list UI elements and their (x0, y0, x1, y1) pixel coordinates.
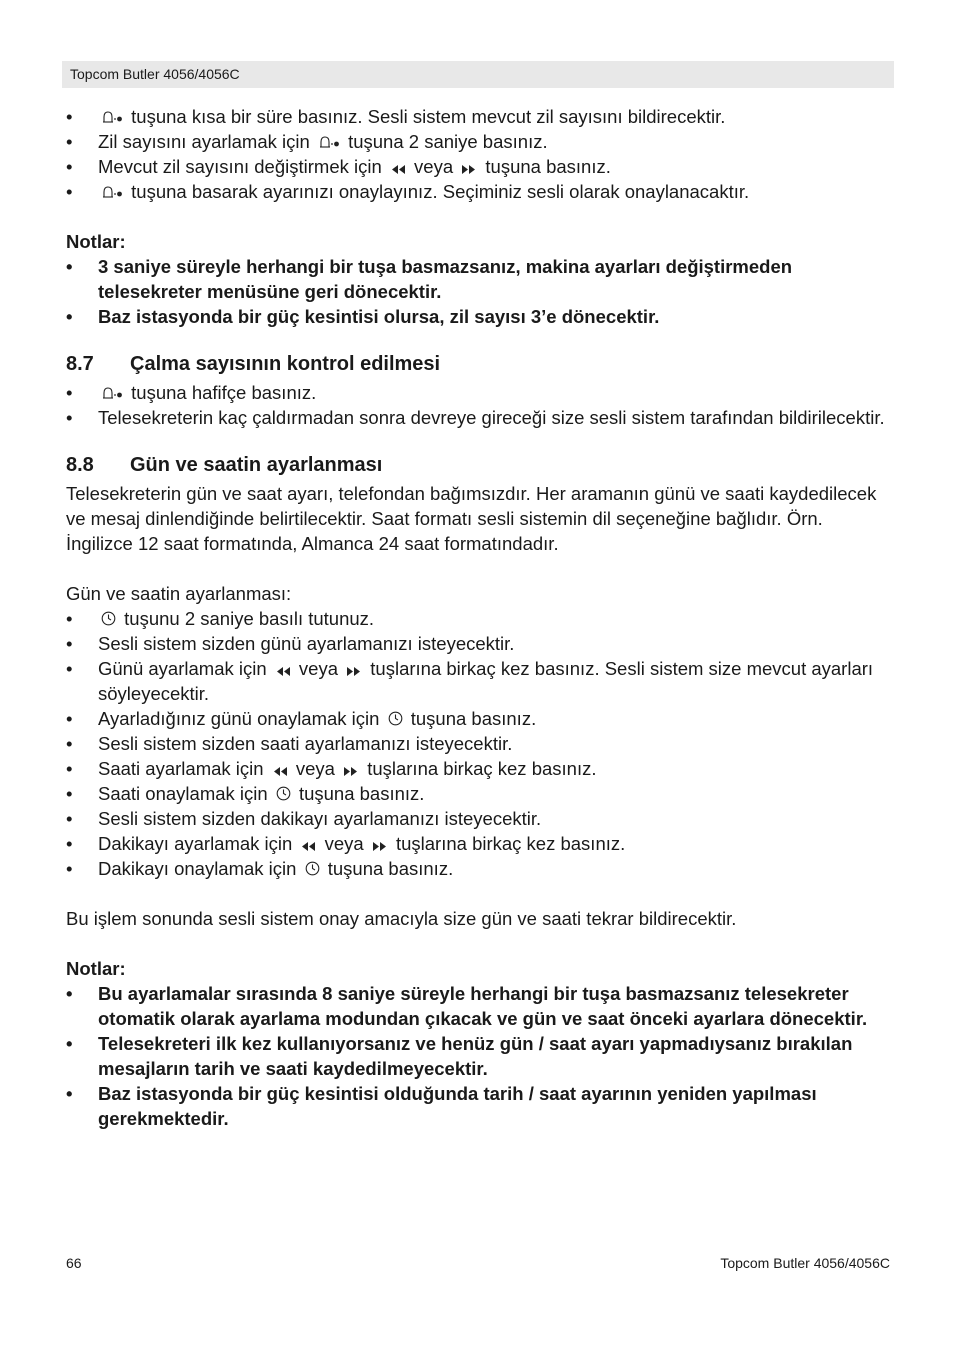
clock-icon (305, 861, 320, 876)
rewind-icon (300, 839, 316, 851)
ring-setting-list (66, 104, 894, 204)
section-number: 8.8 (66, 454, 94, 476)
list-item: • Dakikayı onaylamak için tuşuna basınız. (66, 856, 894, 881)
list-item: • Sesli sistem sizden günü ayarlamanızı isteyecektir. (66, 631, 894, 656)
section-title: Gün ve saatin ayarlanması (130, 454, 383, 476)
list-item: • Zil sayısını ayarlamak için tuşuna 2 saniye basınız. (66, 129, 894, 154)
date-time-steps-list (66, 606, 894, 881)
page-header (62, 61, 894, 88)
notes-title: Notlar: (66, 958, 126, 979)
forward-icon (372, 839, 388, 851)
list-item: • Sesli sistem sizden saati ayarlamanızı isteyecektir. (66, 731, 894, 756)
section-heading-8-8 (66, 453, 894, 478)
section-outro: Bu işlem sonunda sesli sistem onay amacıyla size gün ve saati tekrar bildirecektir. (66, 908, 737, 929)
list-item: • Telesekreterin kaç çaldırmadan sonra devreye gireceği size sesli sistem tarafından bildirilecektir. (66, 405, 894, 430)
note-item: • Bu ayarlamalar sırasında 8 saniye süreyle herhangi bir tuşa basmazsanız telesekreter otomatik olarak ayarlama modundan çıkacak ve gün ve saat önceki ayarlara dönecektir. (66, 981, 894, 1031)
rewind-icon (390, 162, 406, 174)
rewind-icon (275, 664, 291, 676)
note-item: • Baz istasyonda bir güç kesintisi olduğunda tarih / saat ayarının yeniden yapılması gerekmektedir. (66, 1081, 894, 1131)
section-subtitle: Gün ve saatin ayarlanması: (66, 583, 292, 604)
ring-key-icon (101, 185, 123, 199)
section-number: 8.7 (66, 353, 94, 375)
forward-icon (461, 162, 477, 174)
list-item: • Ayarladığınız günü onaylamak için tuşuna basınız. (66, 706, 894, 731)
ring-key-icon (318, 135, 340, 149)
section-intro: Telesekreterin gün ve saat ayarı, telefondan bağımsızdır. Her aramanın günü ve saati kaydedilecek ve mesaj dinlendiğinde belirtilecektir. Saat formatı sesli sistemin dil seçeneğine bağlıdır. Örn. İngilizce 12 saat formatında, Almanca 24 saat formatındadır. (66, 483, 877, 554)
header-title: Topcom Butler 4056/4056C (70, 66, 240, 82)
rewind-icon (272, 764, 288, 776)
ring-key-icon (101, 386, 123, 400)
list-item: • Günü ayarlamak için veya tuşlarına birkaç kez basınız. Sesli sistem size mevcut ayarları söyleyecektir. (66, 656, 894, 706)
clock-icon (276, 786, 291, 801)
list-item: • tuşuna kısa bir süre basınız. Sesli sistem mevcut zil sayısını bildirecektir. (66, 104, 894, 129)
forward-icon (343, 764, 359, 776)
clock-icon (101, 611, 116, 626)
section-heading-8-7 (66, 352, 894, 377)
note-item: • Telesekreteri ilk kez kullanıyorsanız ve henüz gün / saat ayarı yapmadıysanız bırakılan mesajların tarih ve saati kaydedilmeyecektir. (66, 1031, 894, 1081)
list-item: • tuşuna hafifçe basınız. (66, 380, 894, 405)
clock-icon (388, 711, 403, 726)
ring-key-icon (101, 110, 123, 124)
section-title: Çalma sayısının kontrol edilmesi (130, 353, 441, 375)
page-content (66, 104, 894, 1131)
page-number: 66 (66, 1255, 82, 1271)
list-item: • Dakikayı ayarlamak için veya tuşlarına birkaç kez basınız. (66, 831, 894, 856)
notes-list (66, 254, 894, 329)
list-item: • Saati onaylamak için tuşuna basınız. (66, 781, 894, 806)
list-item: • tuşuna basarak ayarınızı onaylayınız. Seçiminiz sesli olarak onaylanacaktır. (66, 179, 894, 204)
notes-list (66, 981, 894, 1131)
list-item: • Mevcut zil sayısını değiştirmek için veya tuşuna basınız. (66, 154, 894, 179)
footer-title: Topcom Butler 4056/4056C (720, 1255, 890, 1271)
forward-icon (346, 664, 362, 676)
note-item: • Baz istasyonda bir güç kesintisi olursa, zil sayısı 3’e dönecektir. (66, 304, 894, 329)
list-item: • tuşunu 2 saniye basılı tutunuz. (66, 606, 894, 631)
list-item: • Sesli sistem sizden dakikayı ayarlamanızı isteyecektir. (66, 806, 894, 831)
list-item: • Saati ayarlamak için veya tuşlarına birkaç kez basınız. (66, 756, 894, 781)
ring-count-list (66, 380, 894, 430)
notes-title: Notlar: (66, 231, 126, 252)
note-item: • 3 saniye süreyle herhangi bir tuşa basmazsanız, makina ayarları değiştirmeden telesekreter menüsüne geri dönecektir. (66, 254, 894, 304)
